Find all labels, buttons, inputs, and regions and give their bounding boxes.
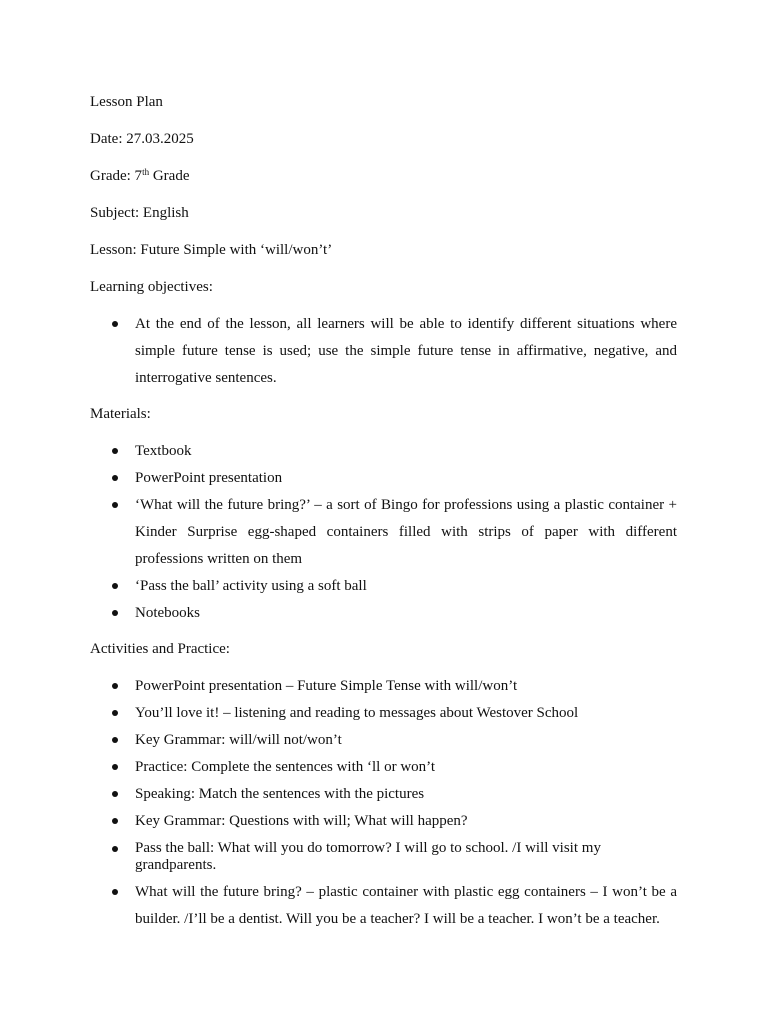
bullet-icon [112, 610, 118, 616]
list-item: At the end of the lesson, all learners will be able to identify different situations where simple future tense is used; use the simple future tense in affirmative, negative, and interrogative sentences. [90, 311, 677, 392]
lesson-grade [90, 166, 189, 186]
materials-heading: Materials: [90, 406, 151, 422]
lesson-subject: Subject: English [90, 205, 189, 221]
list-item: PowerPoint presentation [90, 465, 677, 492]
bullet-icon [112, 710, 118, 716]
bullet-icon [112, 583, 118, 589]
grade-suffix: Grade [149, 168, 190, 184]
list-item: PowerPoint presentation – Future Simple Tense with will/won’t [90, 673, 677, 700]
bullet-icon [112, 475, 118, 481]
list-item: Speaking: Match the sentences with the pictures [90, 781, 677, 808]
activities-heading: Activities and Practice: [90, 641, 230, 657]
bullet-icon [112, 321, 118, 327]
bullet-icon [112, 791, 118, 797]
bullet-icon [112, 818, 118, 824]
grade-prefix: Grade: 7 [90, 168, 143, 184]
lesson-date: Date: 27.03.2025 [90, 131, 194, 147]
activities-list [90, 673, 677, 933]
bullet-icon [112, 846, 118, 852]
list-item: Key Grammar: will/will not/won’t [90, 727, 677, 754]
list-item: Textbook [90, 438, 677, 465]
bullet-icon [112, 683, 118, 689]
bullet-icon [112, 448, 118, 454]
list-item: Key Grammar: Questions with will; What will happen? [90, 808, 677, 835]
bullet-icon [112, 764, 118, 770]
list-item: You’ll love it! – listening and reading to messages about Westover School [90, 700, 677, 727]
list-item: What will the future bring? – plastic container with plastic egg containers – I won’t be a builder. /I’ll be a dentist. Will you be a teacher? I will be a teacher. I won’t be a teacher. [90, 879, 677, 933]
document-title: Lesson Plan [90, 94, 163, 110]
objectives-list [90, 311, 677, 392]
objectives-heading: Learning objectives: [90, 279, 213, 295]
list-item: Practice: Complete the sentences with ‘ll or won’t [90, 754, 677, 781]
list-item: ‘Pass the ball’ activity using a soft ball [90, 573, 677, 600]
bullet-icon [112, 502, 118, 508]
list-item: Pass the ball: What will you do tomorrow? I will go to school. /I will visit my grandparents. [90, 835, 677, 879]
list-item: Notebooks [90, 600, 677, 627]
bullet-icon [112, 737, 118, 743]
lesson-topic: Lesson: Future Simple with ‘will/won’t’ [90, 242, 333, 258]
grade-superscript: th [142, 167, 150, 177]
bullet-icon [112, 889, 118, 895]
materials-list [90, 438, 677, 627]
list-item: ‘What will the future bring?’ – a sort of Bingo for professions using a plastic container + Kinder Surprise egg-shaped containers filled with strips of paper with different professions written on them [90, 492, 677, 573]
